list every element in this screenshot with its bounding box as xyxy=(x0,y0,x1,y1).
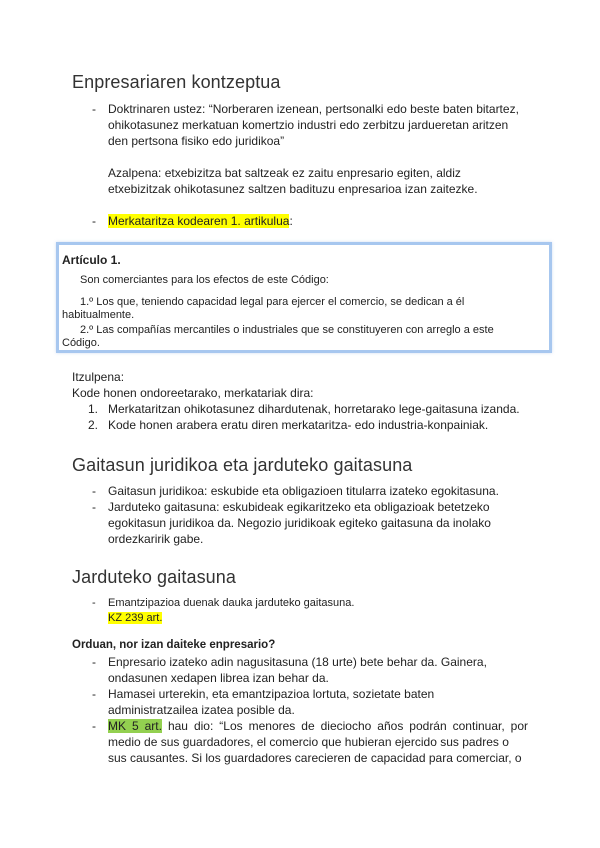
itzulpena-item-1: Merkataritzan ohikotasunez dihardutenak, horretarako lege-gaitasuna izanda. xyxy=(108,402,520,416)
itzulpena-label: Itzulpena: xyxy=(72,370,125,384)
hamasei-urte-item xyxy=(108,686,528,718)
jarduteko-line: Jarduteko gaitasuna: eskubideak egikaritzeko eta obligazioak betetzeko xyxy=(108,500,490,514)
merkataritza-kodea-link[interactable]: Merkataritza kodearen 1. artikulua xyxy=(108,214,290,228)
kz-239-reference xyxy=(108,610,162,626)
bullet-dash: - xyxy=(92,500,96,514)
mk-line xyxy=(108,718,528,734)
emantzipazioa-item: Emantzipazioa duenak dauka jarduteko gaitasuna. xyxy=(108,597,355,609)
adin-line: Enpresario izateko adin nagusitasuna (18 urte) bete behar da. Gainera, xyxy=(108,655,487,669)
gaitasun-juridikoa-item: Gaitasun juridikoa: eskubide eta obligazioen titularra izateko egokitasuna. xyxy=(108,484,499,498)
doktrina-line: den pertsona fisiko edo juridikoa” xyxy=(108,134,285,148)
heading-enpresariaren-kontzeptua: Enpresariaren kontzeptua xyxy=(72,72,281,92)
jarduteko-line: ordezkaririk gabe. xyxy=(108,532,204,546)
heading-jarduteko-gaitasuna: Jarduteko gaitasuna xyxy=(72,567,237,587)
orduan-question: Orduan, nor izan daiteke enpresario? xyxy=(72,639,276,651)
adin-nagusitasuna-item xyxy=(108,654,528,686)
bullet-dash: - xyxy=(92,102,96,116)
articulo-point-2: 2.º Las compañías mercantiles o industriales que se constituyeren con arreglo a este xyxy=(80,324,494,336)
bullet-dash: - xyxy=(92,484,96,498)
colon-text: : xyxy=(289,214,293,228)
jarduteko-line: egokitasun juridikoa da. Negozio juridikoak egiteko gaitasuna da inolako xyxy=(108,516,491,530)
mk-line: sus causantes. Si los guardadores carecieren de capacidad para comerciar, o xyxy=(108,751,522,765)
itzulpena-item-2: Kode honen arabera eratu diren merkataritza- edo industria-konpainiak. xyxy=(108,418,489,432)
list-number: 1. xyxy=(88,402,99,416)
articulo-point-1: 1.º Los que, teniendo capacidad legal para ejercer el comercio, se dedican a él xyxy=(80,296,465,308)
bullet-dash: - xyxy=(92,597,96,609)
jarduteko-gaitasuna-item xyxy=(108,499,528,547)
bullet-dash: - xyxy=(92,719,96,733)
doktrina-line: Doktrinaren ustez: “Norberaren izenean, pertsonalki edo beste baten bitartez, xyxy=(108,102,519,116)
itzulpena-intro: Kode honen ondoreetarako, merkatariak dira: xyxy=(72,386,314,400)
articulo-point-2-cont: Código. xyxy=(62,337,100,349)
articulo-title: Artículo 1. xyxy=(62,253,121,267)
mk-5-item xyxy=(108,718,528,766)
adin-line: ondasunen xedapen librea izan behar da. xyxy=(108,671,329,685)
articulo-intro: Son comerciantes para los efectos de este Código: xyxy=(80,274,329,286)
doktrina-paragraph xyxy=(108,101,528,149)
bullet-dash: - xyxy=(92,214,96,228)
azalpena-line: etxebizitzak ohikotasunez saltzen badituzu enpresarioa izan zaitezke. xyxy=(108,182,478,196)
kz-239-link[interactable]: KZ 239 art. xyxy=(108,612,163,624)
hamasei-line: Hamasei urterekin, eta emantzipazioa lortuta, sozietate baten xyxy=(108,687,435,701)
mk-quote-start: hau dio: “Los menores de dieciocho años podrán continuar, por xyxy=(161,719,528,733)
azalpena-line: Azalpena: etxebizitza bat saltzeak ez zaitu enpresario egiten, aldiz xyxy=(108,166,461,180)
heading-gaitasun-juridikoa: Gaitasun juridikoa eta jarduteko gaitasuna xyxy=(72,455,413,475)
articulo-quote-box xyxy=(56,242,552,353)
merkataritza-kodea-item xyxy=(108,213,293,229)
bullet-dash: - xyxy=(92,687,96,701)
doktrina-line: ohikotasunez merkatuan komertzio industri edo zerbitzu jardueretan aritzen xyxy=(108,118,509,132)
hamasei-line: administratzailea izatea posible da. xyxy=(108,703,295,717)
list-number: 2. xyxy=(88,418,99,432)
mk-5-link[interactable]: MK 5 art. xyxy=(108,719,162,733)
mk-line: medio de sus guardadores, el comercio que hubieran ejercido sus padres o xyxy=(108,735,509,749)
articulo-point-1-cont: habitualmente. xyxy=(62,309,135,321)
azalpena-paragraph xyxy=(108,165,528,197)
bullet-dash: - xyxy=(92,655,96,669)
